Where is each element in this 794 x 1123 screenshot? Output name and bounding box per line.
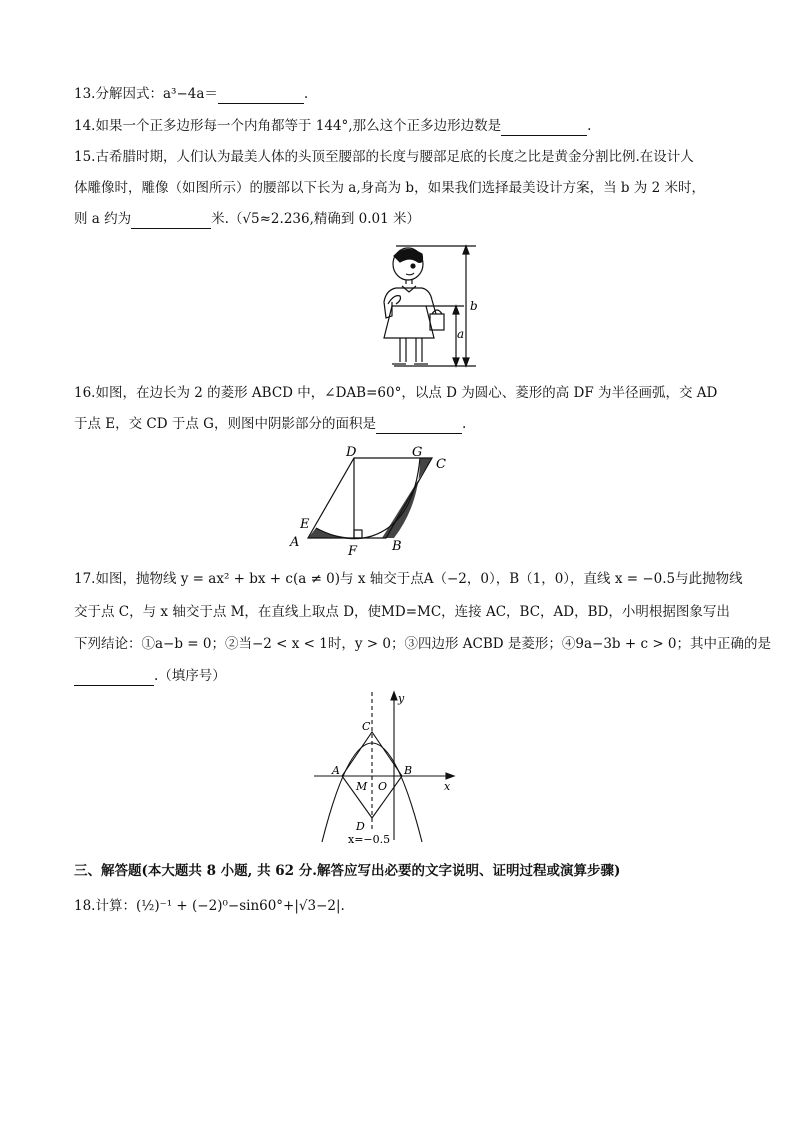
- label-A: A: [332, 764, 340, 777]
- question-13: [74, 84, 308, 104]
- shaded-region-left: [308, 528, 354, 538]
- question-14: [74, 116, 591, 136]
- q13-text: 13.分解因式：a³−4a＝: [74, 86, 218, 102]
- q15-line3a: 则 a 约为: [74, 211, 132, 227]
- q17-line4-text: .（填序号）: [154, 668, 226, 684]
- q16-line2: [74, 414, 466, 434]
- label-a: a: [457, 327, 465, 341]
- section-3-title: 三、解答题(本大题共 8 小题, 共 62 分.解答应写出必要的文字说明、证明过程或演算步骤): [74, 863, 621, 879]
- answer-blank-17[interactable]: [74, 671, 154, 686]
- q18-prefix: 18.计算：: [74, 898, 136, 914]
- label-G: G: [412, 445, 423, 460]
- q15-line3: [74, 209, 420, 229]
- label-x: x: [444, 780, 451, 793]
- q18-expression: (½)⁻¹ + (−2)⁰−sin60°+|√3−2|.: [135, 898, 345, 914]
- q15-line3b: 米.（√5≈2.236,精确到 0.01 米）: [211, 211, 421, 227]
- q16-end: .: [461, 416, 467, 432]
- q15-line2: 体雕像时，雕像（如图所示）的腰部以下长为 a,身高为 b，如果我们选择最美设计方案，当 b 为 2 米时，: [74, 180, 705, 196]
- answer-blank-14[interactable]: [501, 121, 587, 136]
- arc-EG: [316, 458, 420, 539]
- q17-line4: [74, 666, 226, 686]
- label-F: F: [348, 544, 358, 559]
- label-y: y: [398, 692, 405, 705]
- q16-line1: 16.如图，在边长为 2 的菱形 ABCD 中，∠DAB=60°，以点 D 为圆心、菱形的高 DF 为半径画弧，交 AD: [74, 385, 718, 401]
- label-B: B: [392, 539, 402, 554]
- q17-line1: 17.如图，抛物线 y = ax² + bx + c(a ≠ 0)与 x 轴交于点A（−2，0），B（1，0），直线 x = −0.5与此抛物线: [74, 571, 743, 587]
- q17-line2: 交于点 C，与 x 轴交于点 M，在直线上取点 D，使MD=MC，连接 AC，BC，AD，BD，小明根据图象写出: [74, 604, 730, 620]
- label-E: E: [300, 517, 310, 532]
- statue-figure: [366, 242, 496, 370]
- q16-line2-text: 于点 E，交 CD 于点 G，则图中阴影部分的面积是: [74, 416, 376, 432]
- answer-blank-13[interactable]: [218, 89, 304, 104]
- label-b: b: [470, 299, 478, 313]
- label-A: A: [290, 535, 300, 550]
- q17-line3: 下列结论：①a−b = 0；②当−2 < x < 1时，y > 0；③四边形 ACBD 是菱形；④9a−3b + c > 0；其中正确的是: [74, 636, 772, 652]
- label-B: B: [404, 764, 413, 777]
- q14-text: 14.如果一个正多边形每一个内角都等于 144°,那么这个正多边形边数是: [74, 118, 502, 134]
- q14-end: .: [587, 118, 592, 134]
- q13-end: .: [303, 86, 309, 102]
- label-x-line: x=−0.5: [348, 833, 391, 846]
- answer-blank-16[interactable]: [376, 419, 462, 434]
- question-18: [74, 896, 345, 916]
- answer-blank-15[interactable]: [131, 214, 211, 229]
- rhombus-figure: [286, 444, 456, 558]
- label-D: D: [346, 445, 357, 460]
- label-C: C: [362, 720, 371, 733]
- label-O: O: [378, 780, 388, 793]
- label-M: M: [356, 780, 368, 793]
- parabola-figure: [312, 690, 462, 848]
- q15-line1: 15.古希腊时期，人们认为最美人体的头顶至腰部的长度与腰部足底的长度之比是黄金分割比例.在设计人: [74, 149, 694, 165]
- label-C: C: [436, 457, 446, 472]
- label-D: D: [356, 820, 365, 833]
